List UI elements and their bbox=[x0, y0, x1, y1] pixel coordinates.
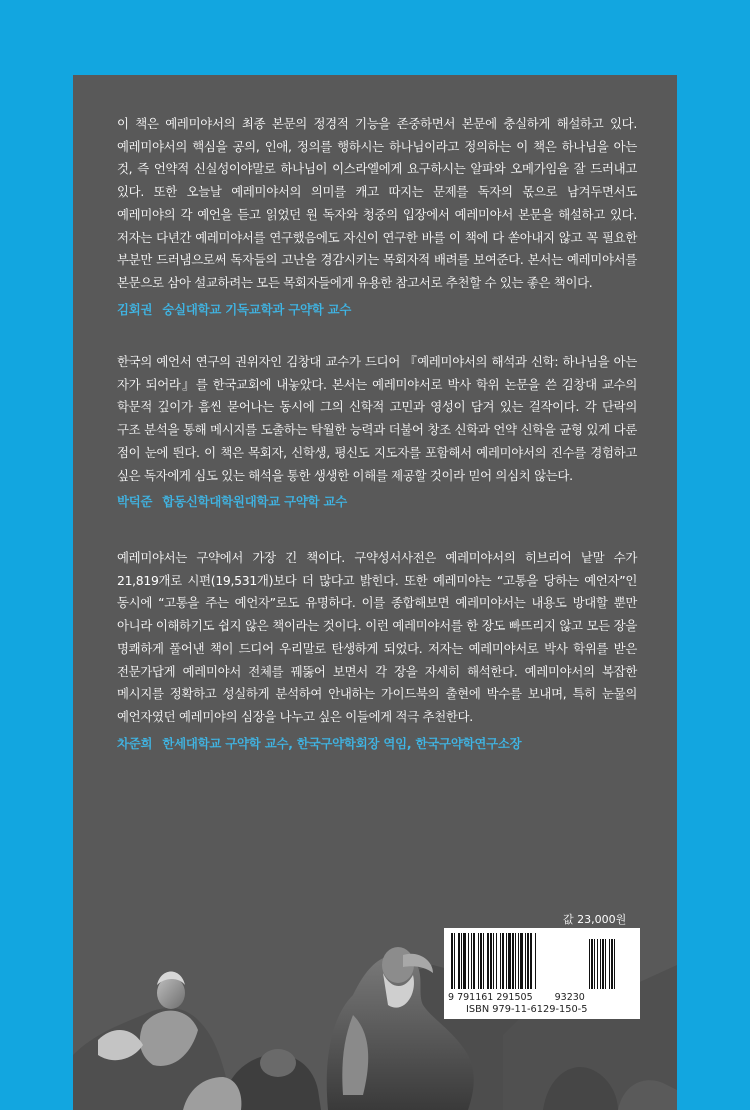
review-text: 예레미야서는 구약에서 가장 긴 책이다. 구약성서사전은 예레미야서의 히브리어 낱말 수가 21,819개로 시편(19,531개)보다 더 많다고 밝힌다. 또한 예레미야는 “고통을 당하는 예언자”인 동시에 “고통을 주는 예언자”로도 유명하다. 이를 종합해보면 예레미야서는 내용도 방대할 뿐만 아니라 이해하기도 쉽지 않은 책이라는 것이다. 이런 예레미야서를 한 장도 빠뜨리지 않고 모든 장을 명쾌하게 풀어낸 책이 드디어 우리말로 탄생하게 되었다. 저자는 예레미야서로 박사 학위를 받은 전문가답게 예레미야서 전체를 꿰뚫어 보면서 각 장을 자세히 해석한다. 예레미야서의 복잡한 메시지를 정확하고 성실하게 분석하여 안내하는 가이드북의 출현에 박수를 보내며, 특히 눈물의 예언자였던 예레미야의 심장을 나누고 싶은 이들에게 적극 추천한다. bbox=[117, 550, 637, 724]
barcode-addon-bar bbox=[611, 939, 613, 989]
barcode-bar bbox=[483, 933, 484, 989]
barcode-bar bbox=[468, 933, 469, 989]
barcode-digits bbox=[448, 992, 585, 1003]
barcode-addon-bar bbox=[609, 939, 610, 989]
author-name: 차준희 bbox=[117, 735, 153, 751]
barcode-bar bbox=[451, 933, 453, 989]
barcode-digits-main: 9 791161 291505 bbox=[448, 992, 533, 1003]
barcode-bar bbox=[515, 933, 516, 989]
barcode-bar bbox=[493, 933, 494, 989]
barcode-bar bbox=[480, 933, 482, 989]
barcode-digits-addon: 93230 bbox=[554, 992, 585, 1003]
barcode-addon-bar bbox=[589, 939, 590, 989]
barcode-addon-bar bbox=[605, 939, 606, 989]
review-author bbox=[117, 301, 637, 319]
barcode-bar bbox=[496, 933, 497, 989]
isbn-barcode bbox=[444, 928, 640, 1019]
barcode-bar bbox=[490, 933, 492, 989]
barcode-addon-bar bbox=[597, 939, 598, 989]
barcode-bar bbox=[461, 933, 462, 989]
barcode-bars bbox=[449, 933, 635, 991]
barcode-bar bbox=[525, 933, 526, 989]
barcode-addon-bar bbox=[591, 939, 593, 989]
barcode-addon-bar bbox=[614, 939, 615, 989]
review-author bbox=[117, 493, 637, 511]
barcode-bar bbox=[473, 933, 475, 989]
review-author bbox=[117, 735, 637, 753]
barcode-addon-bar bbox=[602, 939, 604, 989]
review-2 bbox=[117, 351, 637, 511]
review-3 bbox=[117, 547, 637, 753]
barcode-bar bbox=[506, 933, 507, 989]
barcode-bar bbox=[512, 933, 514, 989]
review-1 bbox=[117, 113, 637, 319]
author-title: 합동신학대학원대학교 구약학 교수 bbox=[162, 494, 348, 510]
author-name: 김회권 bbox=[117, 301, 153, 317]
barcode-bar bbox=[463, 933, 466, 989]
barcode-bar bbox=[535, 933, 536, 989]
barcode-bar bbox=[527, 933, 529, 989]
barcode-addon-bar bbox=[600, 939, 601, 989]
barcode-bar bbox=[502, 933, 504, 989]
review-text: 한국의 예언서 연구의 권위자인 김창대 교수가 드디어 『예레미야서의 해석과 신학: 하나님을 아는 자가 되어라』를 한국교회에 내놓았다. 본서는 예레미야서로 박사 학위 논문을 쓴 김창대 교수의 학문적 깊이가 흠씬 묻어나는 동시에 그의 신학적 고민과 영성이 담겨 있는 걸작이다. 각 단락의 구조 분석을 통해 메시지를 도출하는 탁월한 능력과 더불어 창조 신학과 언약 신학을 균형 있게 다룬 점이 눈에 띈다. 이 책은 목회자, 신학생, 평신도 지도자를 포함해서 예레미야서의 진수를 경험하고 싶은 독자에게 심도 있는 해석을 통한 생생한 이해를 제공할 것이라 믿어 의심치 않는다. bbox=[117, 354, 637, 483]
barcode-addon-bar bbox=[594, 939, 595, 989]
barcode-bar bbox=[520, 933, 523, 989]
barcode-bar bbox=[454, 933, 455, 989]
author-title: 한세대학교 구약학 교수, 한국구약학회장 역임, 한국구약학연구소장 bbox=[162, 735, 522, 751]
barcode-bar bbox=[500, 933, 501, 989]
review-text: 이 책은 예레미야서의 최종 본문의 정경적 기능을 존중하면서 본문에 충실하게 해설하고 있다. 예레미야서의 핵심을 공의, 인애, 정의를 행하시는 하나님이라고 정의하는 이 책은 하나님을 아는 것, 즉 언약적 신실성이야말로 하나님이 이스라엘에게 요구하시는 알파와 오메가임을 잘 드러내고 있다. 또한 오늘날 예레미야서의 의미를 캐고 따지는 문제를 독자의 몫으로 남겨두면서도 예레미야의 각 예언을 듣고 읽었던 원 독자와 청중의 입장에서 예레미야서 본문을 해설하고 있다. 저자는 다년간 예레미야서를 연구했음에도 자신이 연구한 바를 이 책에 다 쏟아내지 않고 꼭 필요한 부분만 드러냄으로써 독자들의 고난을 경감시키는 목회자적 배려를 보여준다. 본서는 예레미야서를 본문으로 삼아 설교하려는 모든 목회자들에게 유용한 참고서로 추천할 수 있는 좋은 책이다. bbox=[117, 116, 637, 290]
price-label: 값 23,000원 bbox=[563, 913, 627, 926]
barcode-bar bbox=[458, 933, 460, 989]
barcode-bar bbox=[487, 933, 489, 989]
back-cover-panel bbox=[73, 75, 677, 1110]
author-name: 박덕준 bbox=[117, 494, 153, 510]
barcode-bar bbox=[530, 933, 532, 989]
author-title: 숭실대학교 기독교학과 구약학 교수 bbox=[162, 301, 352, 317]
isbn-number: ISBN 979-11-6129-150-5 bbox=[466, 1004, 588, 1015]
barcode-bar bbox=[471, 933, 472, 989]
barcode-bar bbox=[518, 933, 519, 989]
barcode-bar bbox=[508, 933, 511, 989]
barcode-bar bbox=[478, 933, 479, 989]
